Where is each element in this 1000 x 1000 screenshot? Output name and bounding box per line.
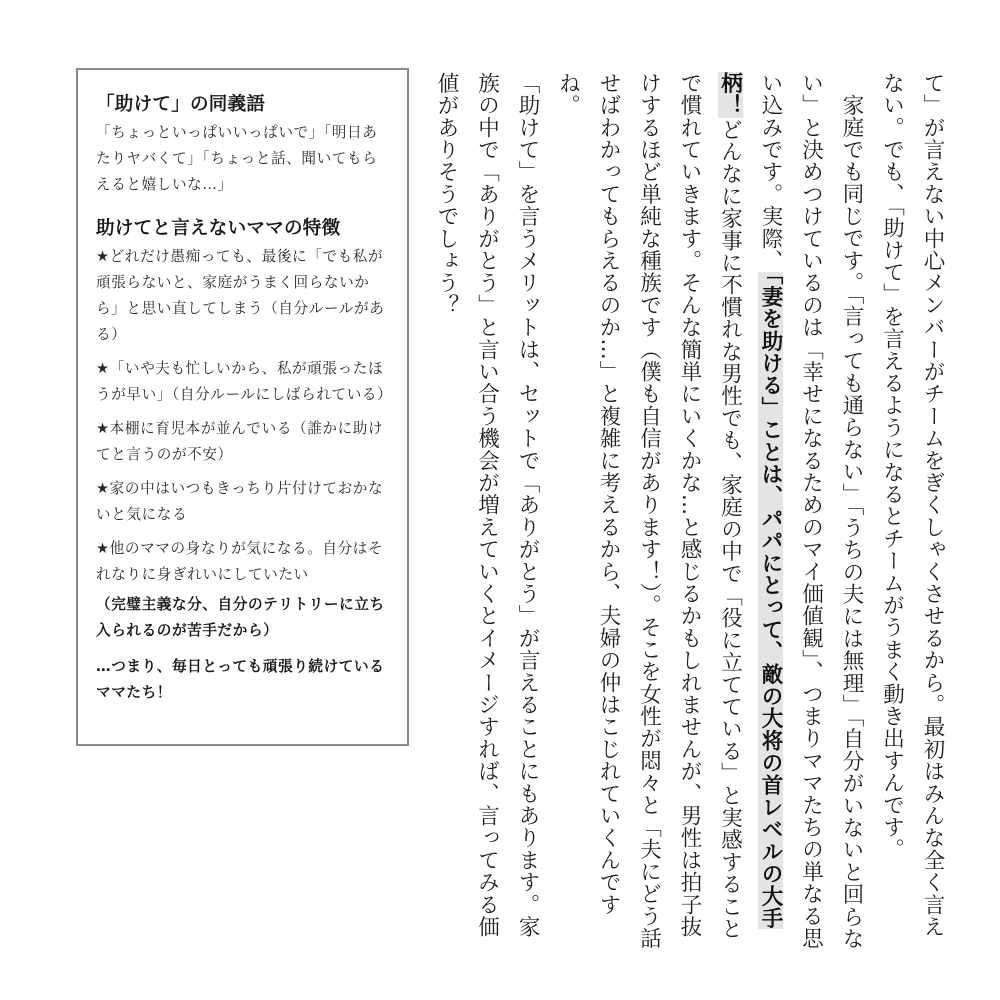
paragraph-1: て」が言えない中心メンバーがチームをぎくしゃくさせるから。最初はみんな全く言えない。でも、「助けて」を言えるようになるとチームがうまく動き出すんです。 (879, 72, 945, 938)
trait-item: ★「いや夫も忙しいから、私が頑張ったほうが早い」（自分ルールにしばられている） (96, 360, 393, 403)
paragraph-2 (547, 72, 871, 952)
trait-item (96, 536, 391, 644)
traits-heading: 助けてと言えないママの特徴 (96, 218, 341, 239)
sidebar-box (76, 68, 409, 746)
paragraph-2-end: どんなに家事に不慣れな男性でも、家庭の中で「役に立てている」と実感することで慣れていきます。そんな簡単にいくかな…と感じるかもしれませんが、男性は拍子抜けするほど単純な種族です（僕も自信があります！）。そこを女性が悶々と「夫にどう話せばわかってもらえるのか…」と複雑に考えるから、夫婦の仲はこじれていくんですね。 (555, 72, 743, 950)
vertical-body-text (426, 72, 953, 952)
trait-note: （完璧主義な分、自分のテリトリーに立ち入られるのが苦手だから） (96, 596, 385, 639)
paragraph-2-start: 家庭でも同じです。「言っても通らない」「うちの夫には無理」「自分がいないと回らない」と決めつけているのは「幸せになるためのマイ価値観」、つまりママたちの単なる思い込みです。実際、 (758, 72, 864, 950)
synonyms-heading: 「助けて」の同義語 (96, 94, 266, 115)
trait-item: ★本棚に育児本が並んでいる（誰かに助けてと言うのが不安） (96, 420, 384, 463)
paragraph-3: 「助けて」を言うメリットは、セットで「ありがとう」が言えることにもあります。家族の中で「ありがとう」と言い合う機会が増えていくとイメージすれば、言ってみる価値がありそうでしょう？ (434, 72, 540, 938)
synonyms-text: 「ちょっといっぱいいっぱいで」「明日あたりヤバくて」「ちょっと話、聞いてもらえると嬉しいな…」 (96, 124, 378, 193)
conclusion-text: …つまり、毎日とっても頑張り続けているママたち！ (96, 658, 385, 701)
trait-text: ★他のママの身なりが気になる。自分はそれなりに身ぎれいにしていたい (96, 540, 384, 583)
highlighted-phrase: 「妻を助ける」ことは、パパにとって、敵の大将の首レベルの大手柄！ (717, 72, 783, 930)
trait-item: ★どれだけ愚痴っても、最後に「でも私が頑張らないと、家庭がうまく回らないから」と思い直してしまう（自分ルールがある） (96, 248, 385, 343)
trait-item: ★家の中はいつもきっちり片付けておかないと気になる (96, 480, 384, 523)
